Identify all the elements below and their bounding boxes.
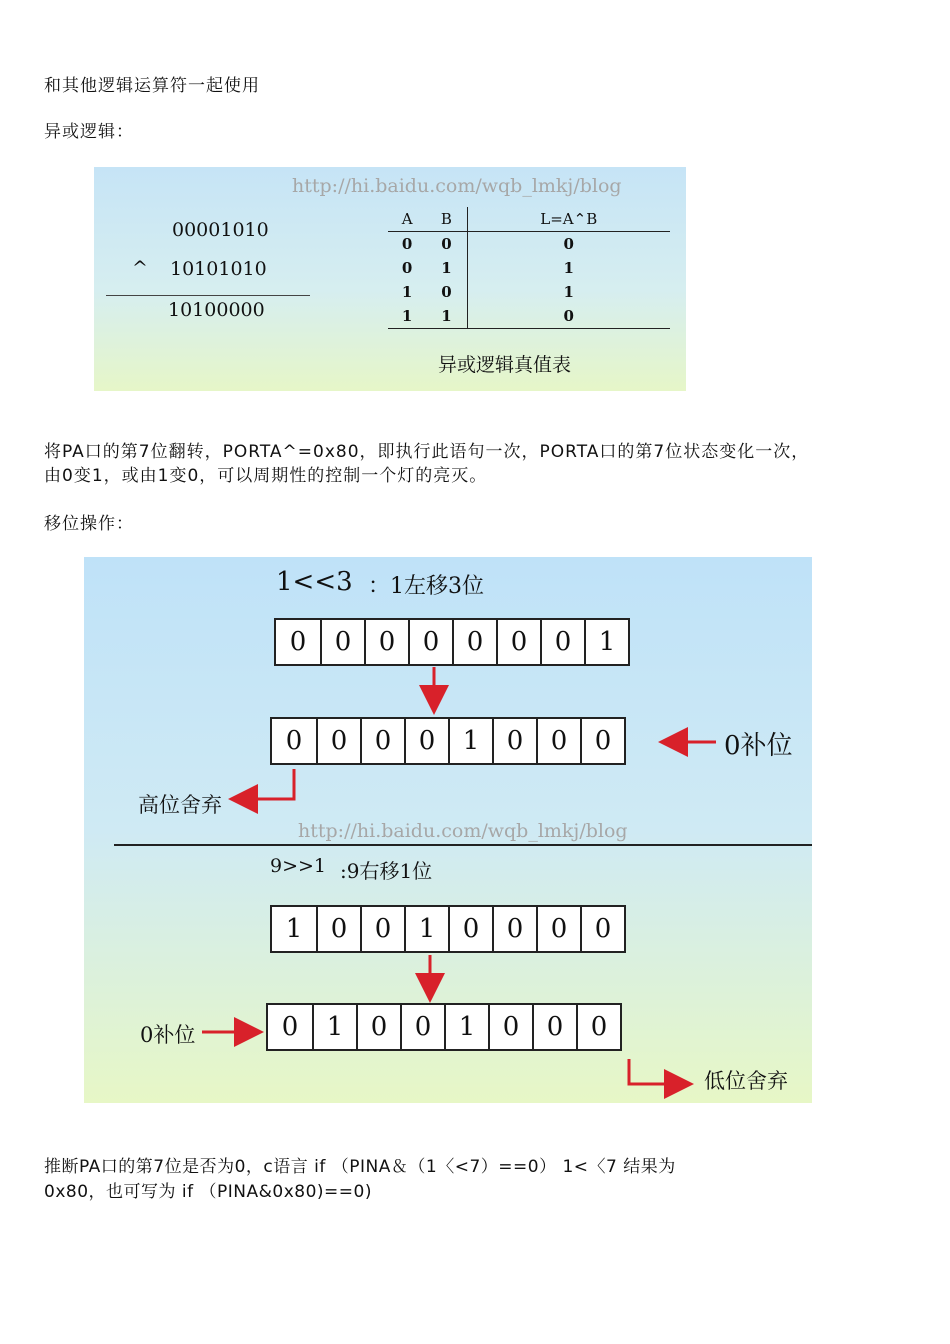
right-shift-before-row xyxy=(270,905,626,953)
left-fill-label: 0补位 xyxy=(724,731,793,761)
bit-cell: 0 xyxy=(540,620,584,664)
shift-heading: 移位操作： xyxy=(44,514,134,534)
truth-table xyxy=(388,207,670,329)
bit-cell: 0 xyxy=(320,620,364,664)
xor-result: 10100000 xyxy=(168,299,265,321)
shift-figure xyxy=(84,557,812,1103)
xor-example-line-1: 将PA口的第7位翻转，PORTA^=0x80，即执行此语句一次，PORTA口的第7位状态变化一次， xyxy=(44,442,810,462)
xor-figure xyxy=(94,167,686,391)
right-shift-after-row xyxy=(266,1003,622,1051)
xor-operator: ^ xyxy=(132,257,148,279)
bit-cell: 0 xyxy=(404,719,448,763)
header-a: A xyxy=(388,207,426,232)
check-bit-line-1: 推断PA口的第7位是否为0，c语言 if （PINA＆（1〈<7）==0） 1<〈7 结果为 xyxy=(44,1157,676,1177)
table-row xyxy=(388,304,670,329)
bracket-high-drop xyxy=(234,769,294,799)
right-shift-expr: 9>>1 xyxy=(270,855,327,877)
bit-cell: 1 xyxy=(285,914,303,944)
bit-cell: 0 xyxy=(492,907,536,951)
cell-b: 1 xyxy=(426,304,467,329)
bit-cell: 0 xyxy=(532,1005,576,1049)
right-fill-label: 0补位 xyxy=(140,1023,196,1047)
table-row xyxy=(388,232,670,257)
cell-a: 0 xyxy=(401,235,413,253)
bit-cell: 0 xyxy=(356,1005,400,1049)
bit-cell: 0 xyxy=(496,620,540,664)
cell-a: 0 xyxy=(401,259,413,277)
table-row xyxy=(388,256,670,280)
bit-cell: 0 xyxy=(364,620,408,664)
left-shift-after-row xyxy=(270,717,626,765)
bit-cell: 0 xyxy=(408,620,452,664)
xor-example-line-2: 由0变1，或由1变0，可以周期性的控制一个灯的亮灭。 xyxy=(44,466,488,486)
cell-l: 1 xyxy=(467,280,670,304)
bit-cell: 0 xyxy=(536,719,580,763)
bit-cell: 0 xyxy=(488,1005,532,1049)
bit-cell: 1 xyxy=(404,907,448,951)
bit-cell: 0 xyxy=(580,719,624,763)
bit-cell: 1 xyxy=(312,1005,356,1049)
watermark: http://hi.baidu.com/wqb_lmkj/blog xyxy=(298,820,628,842)
low-drop-label: 低位舍弃 xyxy=(704,1069,788,1093)
check-bit-line-2: 0x80，也可写为 if （PINA&0x80)==0) xyxy=(44,1182,372,1202)
bit-cell: 1 xyxy=(448,719,492,763)
cell-b: 0 xyxy=(441,283,452,301)
header-b: B xyxy=(426,207,467,232)
truth-table-header xyxy=(388,207,670,232)
cell-l: 1 xyxy=(467,256,670,280)
left-shift-desc: ：1左移3位 xyxy=(368,574,484,599)
high-drop-label: 高位舍弃 xyxy=(138,793,222,817)
left-shift-before-row xyxy=(274,618,630,666)
cell-a: 1 xyxy=(388,304,426,329)
operand-2: 10101010 xyxy=(170,258,267,280)
sum-line xyxy=(106,295,310,296)
bit-cell: 0 xyxy=(576,1005,620,1049)
xor-heading: 异或逻辑： xyxy=(44,122,134,142)
bit-cell: 1 xyxy=(444,1005,488,1049)
cell-b: 1 xyxy=(441,259,452,277)
bit-cell: 0 xyxy=(285,726,303,756)
bit-cell: 1 xyxy=(584,620,628,664)
header-l: L=A⌃B xyxy=(467,207,670,232)
bit-cell: 0 xyxy=(448,907,492,951)
bit-cell: 0 xyxy=(281,1012,299,1042)
bit-cell: 0 xyxy=(400,1005,444,1049)
cell-l: 0 xyxy=(467,232,670,257)
truth-table-caption: 异或逻辑真值表 xyxy=(438,354,572,376)
bracket-low-drop xyxy=(629,1059,688,1084)
left-shift-expr: 1<<3 xyxy=(276,567,353,597)
cell-b: 0 xyxy=(441,235,452,253)
bit-cell: 0 xyxy=(360,719,404,763)
bit-cell: 0 xyxy=(316,907,360,951)
bit-cell: 0 xyxy=(580,907,624,951)
bit-cell: 0 xyxy=(289,627,307,657)
bit-cell: 0 xyxy=(452,620,496,664)
operand-1: 00001010 xyxy=(172,219,269,241)
watermark: http://hi.baidu.com/wqb_lmkj/blog xyxy=(292,175,622,197)
bit-cell: 0 xyxy=(316,719,360,763)
table-row xyxy=(388,280,670,304)
right-shift-desc: :9右移1位 xyxy=(340,859,433,883)
bit-cell: 0 xyxy=(360,907,404,951)
bit-cell: 0 xyxy=(536,907,580,951)
bit-cell: 0 xyxy=(492,719,536,763)
intro-text: 和其他逻辑运算符一起使用 xyxy=(44,76,260,96)
cell-a: 1 xyxy=(401,283,413,301)
cell-l: 0 xyxy=(467,304,670,329)
